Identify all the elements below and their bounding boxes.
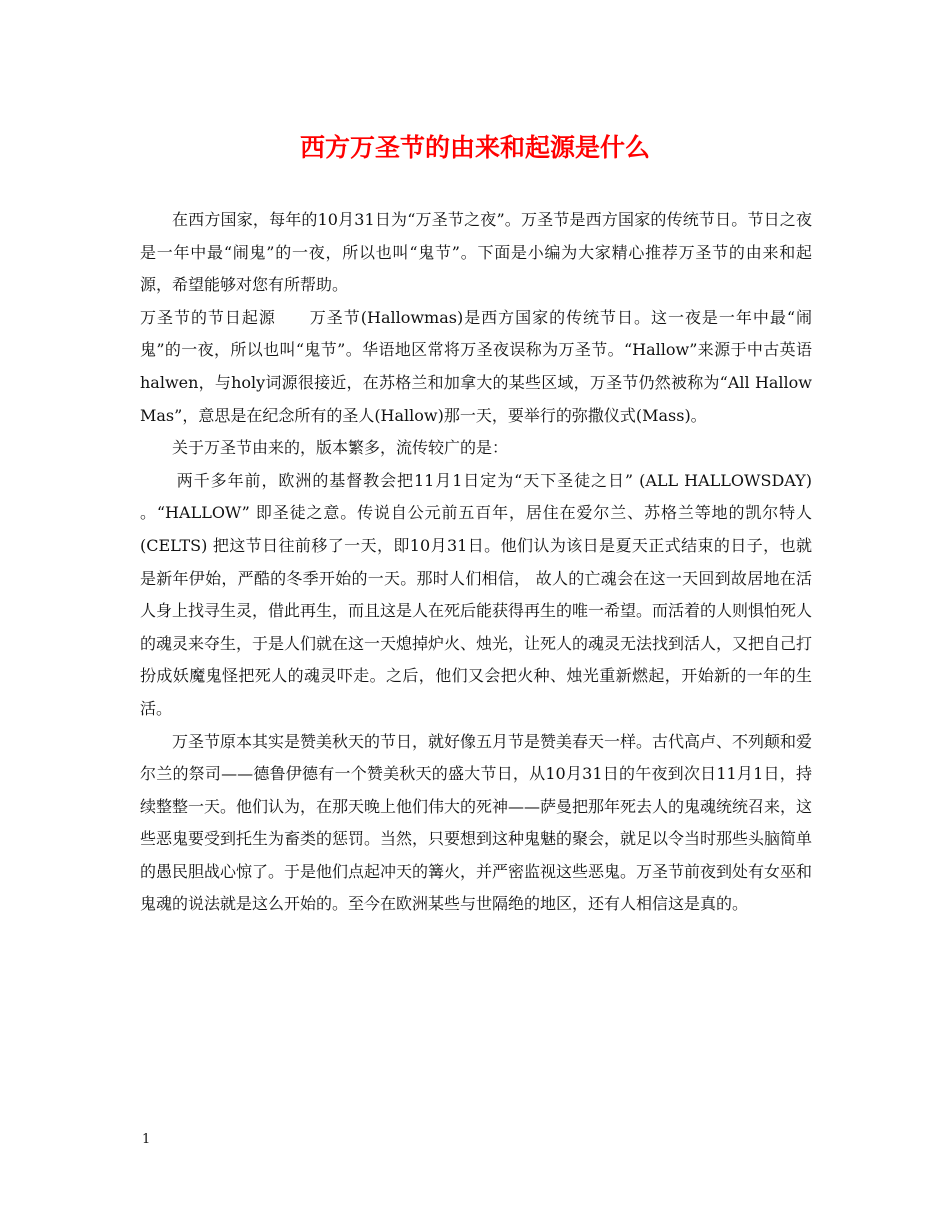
paragraph-autumn: 万圣节原本其实是赞美秋天的节日，就好像五月节是赞美春天一样。古代高卢、不列颠和爱尔兰的祭司——德鲁伊德有一个赞美秋天的盛大节日，从10月31日的午夜到次日11月1日，持续整整一天。他们认为，在那天晚上他们伟大的死神——萨曼把那年死去人的鬼魂统统召来，这些恶鬼要受到托生为畜类的惩罚。当然，只要想到这种鬼魅的聚会，就足以令当时那些头脑简单的愚民胆战心惊了。于是他们点起冲天的篝火，并严密监视这些恶鬼。万圣节前夜到处有女巫和鬼魂的说法就是这么开始的。至今在欧洲某些与世隔绝的地区，还有人相信这是真的。 [140,731,813,914]
paragraph-origin: 万圣节的节日起源 万圣节(Hallowmas)是西方国家的传统节日。这一夜是一年中最“闹鬼”的一夜，所以也叫“鬼节”。华语地区常将万圣夜误称为万圣节。“Hallow”来源于中古英语halwen，与holy词源很接近，在苏格兰和加拿大的某些区域，万圣节仍然被称为“All Hallow Mas”，意思是在纪念所有的圣人(Hallow)那一天，要举行的弥撒仪式(Mass)。 [140,307,812,425]
page-number: 1 [142,1132,151,1147]
document-body [140,204,812,921]
document-title: 西方万圣节的由来和起源是什么 [299,133,650,162]
paragraph-history: 两千多年前，欧洲的基督教会把11月1日定为“天下圣徒之日” (ALL HALLOWSDAY) 。“HALLOW” 即圣徒之意。传说自公元前五百年，居住在爱尔兰、苏格兰等地的凯尔特人 (CELTS) 把这节日往前移了一天，即10月31日。他们认为该日是夏天正式结束的日子，也就是新年伊始，严酷的冬季开始的一天。那时人们相信， 故人的亡魂会在这一天回到故居地在活人身上找寻生灵，借此再生，而且这是人在死后能获得再生的唯一希望。而活着的人则惧怕死人的魂灵来夺生，于是人们就在这一天熄掉炉火、烛光，让死人的魂灵无法找到活人，又把自己打扮成妖魔鬼怪把死人的魂灵吓走。之后，他们又会把火种、烛光重新燃起，开始新的一年的生活。 [140,470,813,718]
paragraph-versions: 关于万圣节由来的，版本繁多，流传较广的是： [172,438,509,458]
paragraph-intro: 在西方国家，每年的10月31日为“万圣节之夜”。万圣节是西方国家的传统节日。节日之夜是一年中最“闹鬼”的一夜，所以也叫“鬼节”。下面是小编为大家精心推荐万圣节的由来和起源，希望能够对您有所帮助。 [140,210,812,295]
